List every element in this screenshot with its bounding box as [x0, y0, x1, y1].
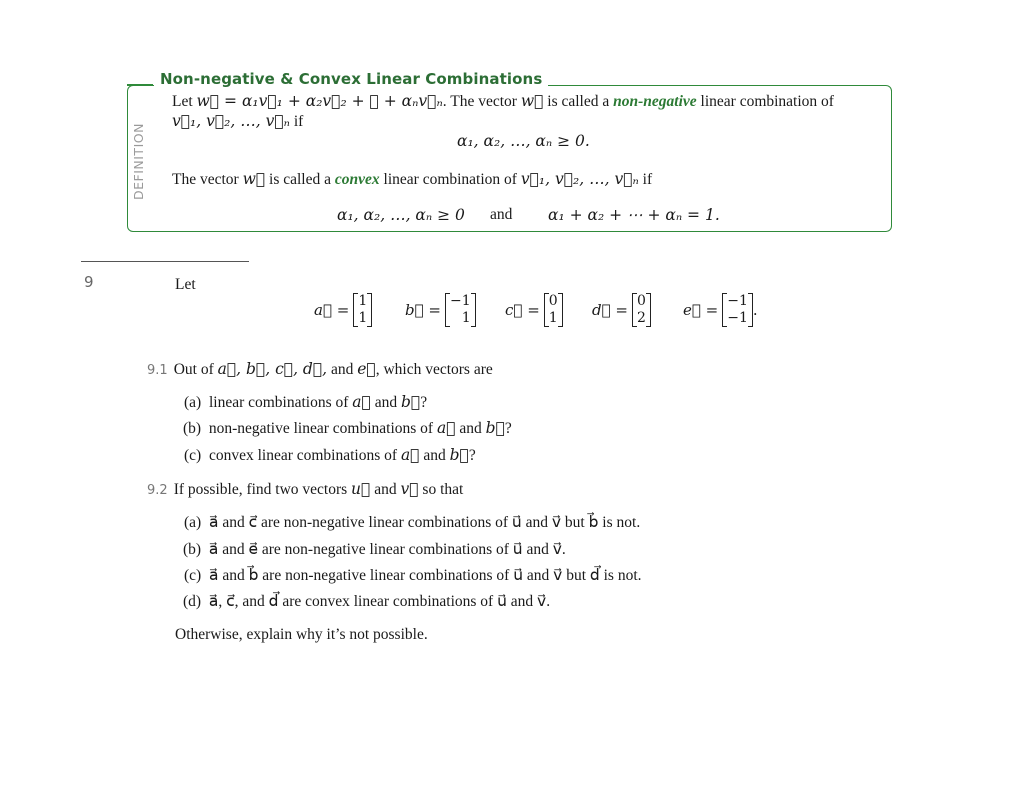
convex-term: convex	[334, 171, 380, 188]
otherwise-note: Otherwise, explain why it’s not possible.	[175, 626, 428, 643]
definition-title-rule	[127, 84, 153, 86]
vector-c: c⃗ = 0 1	[505, 293, 563, 327]
definition-display-2-and: and	[490, 206, 513, 223]
subproblem-9-2-c: (c) a⃗ and b⃗ are non-negative linear combinations of u⃗ and v⃗ but d⃗ is not.	[184, 567, 642, 584]
definition-line-1: Let w⃗ = α₁v⃗₁ + α₂v⃗₂ + ⋯ + αₙv⃗ₙ. The vector w⃗ is called a non-negative linear combination of	[172, 92, 834, 110]
vector-b: b⃗ = −1 1	[405, 293, 476, 327]
definition-line-3: The vector w⃗ is called a convex linear combination of v⃗₁, v⃗₂, …, v⃗ₙ if	[172, 170, 653, 188]
subproblem-9-2-a: (a) a⃗ and c⃗ are non-negative linear combinations of u⃗ and v⃗ but b⃗ is not.	[184, 514, 641, 531]
definition-display-1: α₁, α₂, …, αₙ ≥ 0.	[457, 132, 590, 150]
definition-display-2-left: α₁, α₂, …, αₙ ≥ 0	[337, 206, 465, 224]
problem-number: 9	[84, 273, 94, 291]
non-negative-term: non-negative	[613, 93, 697, 110]
definition-line-2: v⃗₁, v⃗₂, …, v⃗ₙ if	[172, 112, 304, 130]
subproblem-9-2-b: (b) a⃗ and e⃗ are non-negative linear combinations of u⃗ and v⃗.	[183, 541, 566, 558]
problem-separator	[81, 261, 249, 262]
subproblem-9-1: 9.1 Out of a⃗, b⃗, c⃗, d⃗, and e⃗, which vectors are	[147, 360, 493, 378]
vector-a: a⃗ = 1 1	[314, 293, 372, 327]
definition-side-label: DEFINITION	[131, 123, 146, 200]
subproblem-9-1-a: (a) linear combinations of a⃗ and b⃗?	[184, 393, 428, 411]
problem-let: Let	[175, 276, 196, 293]
vector-d: d⃗ = 0 2	[592, 293, 651, 327]
subproblem-9-1-b: (b) non-negative linear combinations of a⃗ and b⃗?	[183, 419, 512, 437]
subproblem-9-2: 9.2 If possible, find two vectors u⃗ and v⃗ so that	[147, 480, 464, 498]
subproblem-9-1-c: (c) convex linear combinations of a⃗ and b⃗?	[184, 446, 476, 464]
definition-title: Non-negative & Convex Linear Combinations	[154, 70, 548, 88]
vector-e: e⃗ = −1 −1 .	[683, 293, 758, 326]
definition-display-2-right: α₁ + α₂ + ⋯ + αₙ = 1.	[548, 206, 720, 224]
subproblem-9-2-d: (d) a⃗, c⃗, and d⃗ are convex linear combinations of u⃗ and v⃗.	[183, 593, 551, 610]
